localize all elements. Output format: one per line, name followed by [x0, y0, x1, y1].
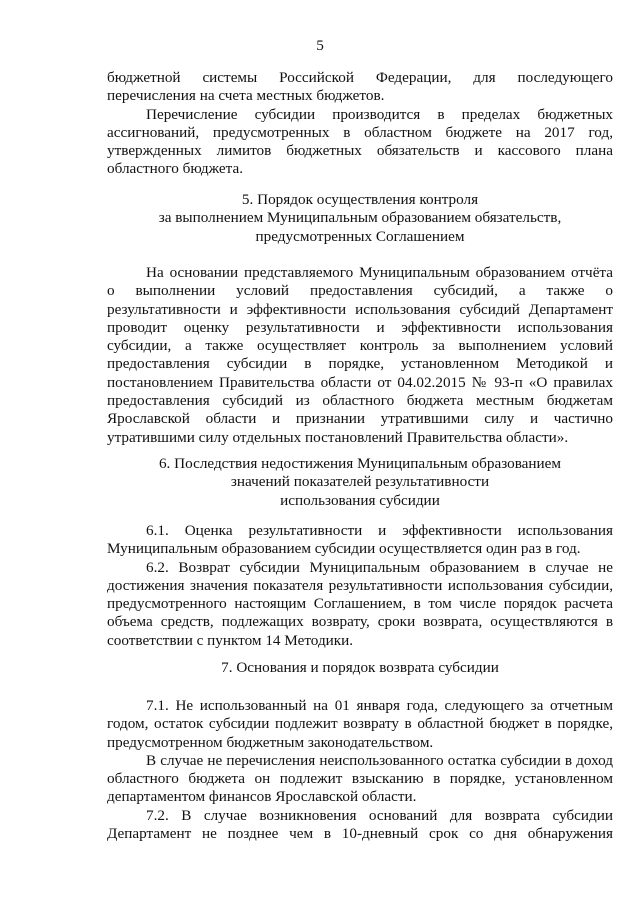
text-line: департаментом финансов Ярославской области.	[107, 788, 417, 806]
heading-line: 6. Последствия недостижения Муниципальным образованием	[158, 455, 562, 472]
heading-line: использования субсидии	[280, 491, 440, 509]
text-line: предоставления субсидий из областного бюджета местным бюджетам	[107, 392, 613, 410]
text-line: соответствии с пунктом 14 Методики.	[107, 631, 354, 649]
text-line: годом, остаток субсидии подлежит возврату в областной бюджет в порядке,	[107, 715, 613, 733]
text-line: утвержденных лимитов бюджетных обязательств и кассового плана	[107, 142, 613, 160]
page-number: 5	[316, 37, 324, 54]
text-line: достижения значения показателя результативности использования субсидии,	[107, 576, 613, 594]
text-line: На основании представляемого Муниципальным образованием отчёта	[146, 264, 613, 281]
text-line: Перечисление субсидии производится в пределах бюджетных	[146, 105, 613, 123]
section-7-body	[107, 697, 613, 843]
text-line: 6.2. Возврат субсидии Муниципальным образованием в случае не	[146, 558, 613, 576]
text-line: субсидии, а также осуществляет контроль за выполнением условий	[107, 337, 613, 355]
heading-line: значений показателей результативности	[230, 473, 490, 491]
paragraph-intro	[107, 69, 613, 179]
section-7-heading	[107, 659, 613, 677]
text-line: о выполнении условий предоставления субсидий, а также о	[107, 282, 613, 300]
text-line: проводит оценку результативности и эффективности использования	[107, 318, 613, 336]
text-line: Муниципальным образованием субсидии осуществляется один раз в год.	[107, 540, 581, 558]
text-line: ассигнований, предусмотренных в областном бюджете на 2017 год,	[107, 123, 613, 141]
section-6-heading	[107, 455, 613, 510]
section-6-body	[107, 522, 613, 650]
text-line: результативности и эффективности использования субсидий Департамент	[107, 300, 613, 318]
text-line: предоставления субсидии в порядке, установленном Методикой и	[107, 355, 613, 373]
text-line: предусмотренном бюджетным законодательством.	[107, 733, 434, 751]
text-line: 7.1. Не использованный на 01 января года, следующего за отчетным	[146, 697, 613, 714]
text-line: Ярославской области и признании утратившими силу и частично	[107, 410, 613, 428]
text-line: В случае не перечисления неиспользованного остатка субсидии в доход	[146, 751, 613, 769]
text-line: бюджетной системы Российской Федерации, для последующего	[107, 69, 613, 86]
text-line: предусмотренного настоящим Соглашением, в том числе порядок расчета	[107, 595, 613, 613]
text-line: утратившими силу отдельных постановлений Правительства области».	[107, 428, 569, 446]
text-line: Департамент не позднее чем в 10-дневный срок со дня обнаружения	[107, 825, 613, 843]
text-line: 7.2. В случае возникновения оснований для возврата субсидии	[146, 806, 613, 824]
section-5-body	[107, 264, 613, 447]
heading-line: 7. Основания и порядок возврата субсидии	[221, 659, 499, 676]
text-line: перечисления на счета местных бюджетов.	[107, 87, 385, 105]
heading-line: за выполнением Муниципальным образованием обязательств,	[158, 209, 562, 227]
text-line: постановлением Правительства области от 04.02.2015 № 93-п «О правилах	[107, 373, 613, 391]
section-5-heading	[107, 191, 613, 246]
heading-line: 5. Порядок осуществления контроля	[241, 191, 479, 208]
heading-line: предусмотренных Соглашением	[255, 227, 465, 245]
text-line: объема средств, подлежащих возврату, сроки возврата, осуществляются в	[107, 613, 613, 631]
text-line: областного бюджета.	[107, 160, 244, 178]
text-line: областного бюджета он подлежит взысканию в порядке, установленном	[107, 770, 613, 788]
text-line: 6.1. Оценка результативности и эффективности использования	[146, 522, 613, 539]
